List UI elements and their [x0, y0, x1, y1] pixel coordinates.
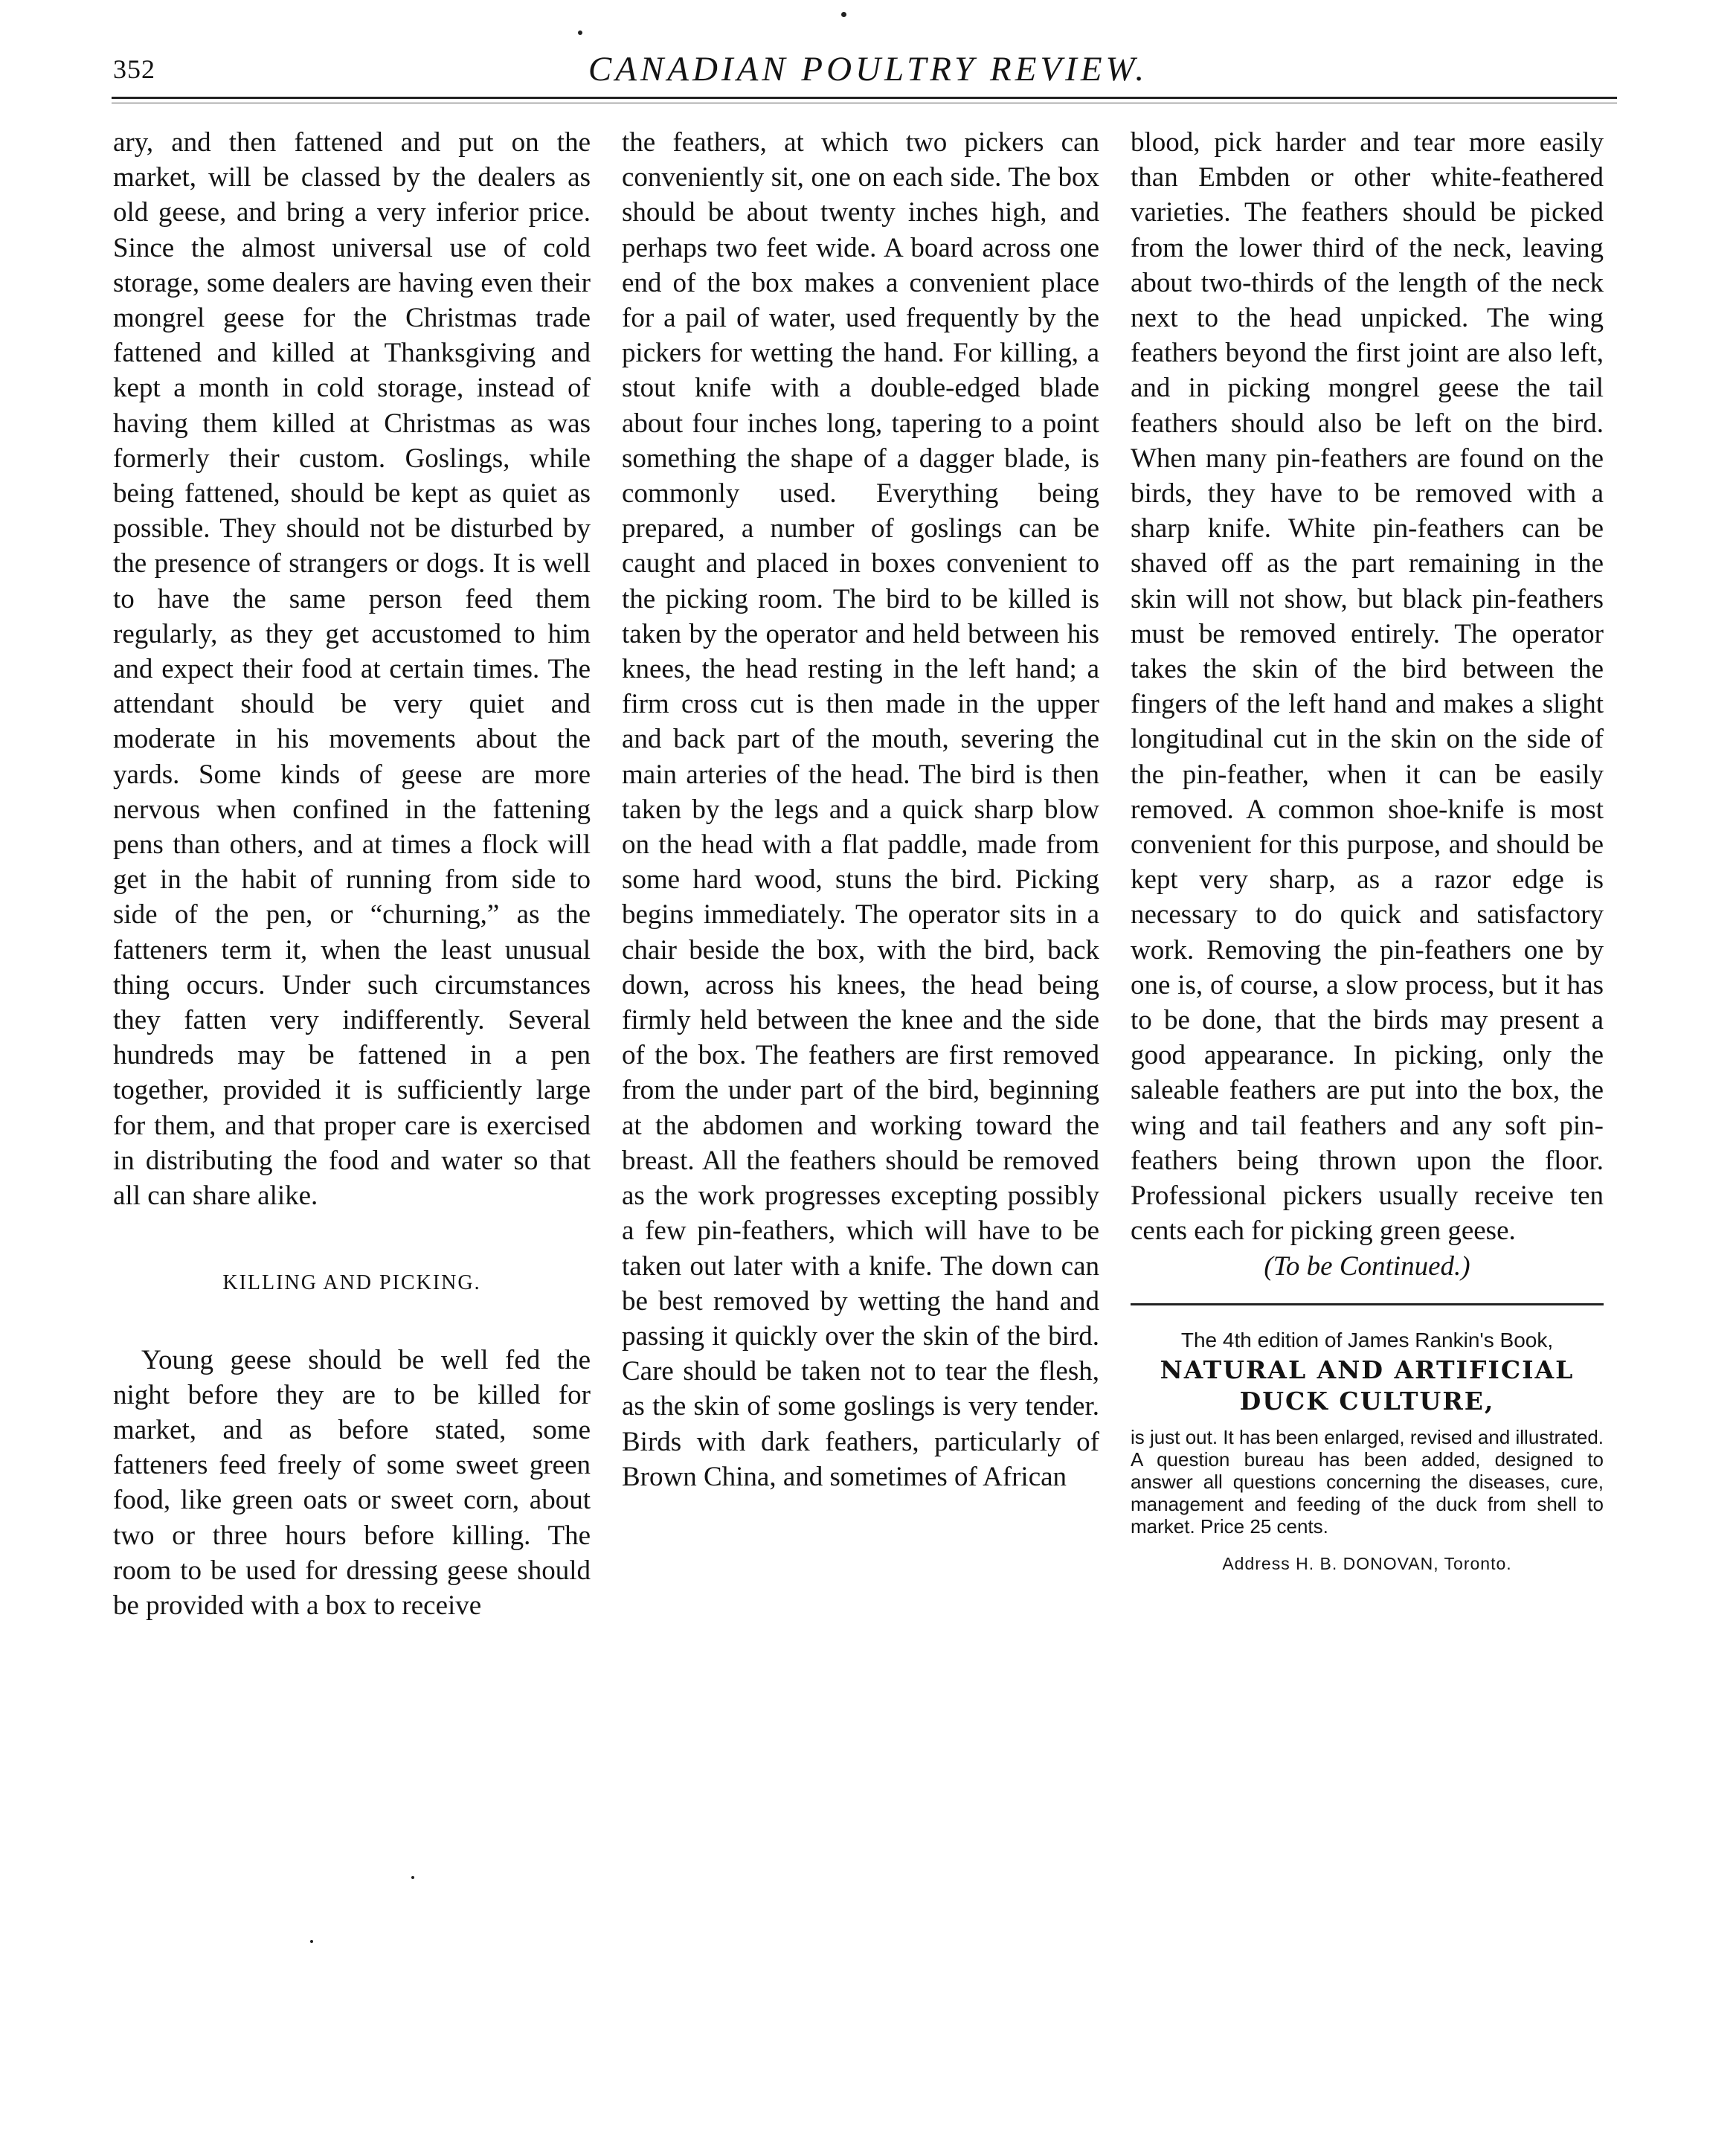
advertisement-title-line-1: NATURAL AND ARTIFICIAL — [1160, 1355, 1575, 1384]
advertisement-address: Address H. B. DONOVAN, Toronto. — [1222, 1553, 1512, 1573]
advertisement-body: is just out. It has been enlarged, revised and illustrated. A question bureau has been added, designed to answer all questions concerning the diseases, cure, management and feeding of the duck from shell to market. Price 25 cents. — [1131, 1425, 1604, 1538]
advertisement-title-line-2: DUCK CULTURE, — [1239, 1386, 1495, 1416]
text-column-3 — [1131, 125, 1604, 1581]
print-speck — [411, 1876, 414, 1879]
print-speck — [578, 30, 582, 35]
print-speck — [310, 1940, 313, 1943]
advertisement — [1131, 1326, 1604, 1581]
page-number: 352 — [113, 54, 155, 84]
paragraph: the feathers, at which two pickers can conveniently sit, one on each side. The box should be about twenty inches high, and perhaps two feet wide. A board across one end of the box makes a convenient place for a pail of water, used frequently by the pickers for wetting the hand. For killing, a stout knife with a double-edged blade about four inches long, tapering to a point something the shape of a dagger blade, is commonly used. Everything being prepared, a number of goslings can be caught and placed in boxes convenient to the picking room. The bird to be killed is taken by the operator and held between his knees, the head resting in the left hand; a firm cross cut is then made in the upper and back part of the mouth, severing the main arteries of the head. The bird is then taken by the legs and a quick sharp blow on the head with a flat paddle, made from some hard wood, stuns the bird. Picking begins immediately. The operator sits in a chair beside the box, with the bird, back down, across his knees, the head being firmly held between the knee and the side of the box. The feathers are first removed from the under part of the bird, beginning at the abdomen and working toward the breast. All the feathers should be removed as the work progresses excepting possibly a few pin-feathers, which will have to be taken out later with a knife. The down can be best removed by wetting the hand and passing it quickly over the skin of the bird. Care should be taken not to tear the flesh, as the skin of some goslings is very tender. Birds with dark feathers, particularly of Brown China, and sometimes of African — [622, 127, 1099, 1492]
running-title: CANADIAN POULTRY REVIEW. — [588, 50, 1148, 89]
header-rule — [112, 97, 1617, 99]
text-column-1 — [113, 125, 591, 1623]
section-heading: KILLING AND PICKING. — [222, 1271, 481, 1295]
continued-note: (To be Continued.) — [1264, 1250, 1470, 1282]
paragraph: ary, and then fattened and put on the market, will be classed by the dealers as old geese, and bring a very inferior price. Since the almost universal use of cold storage, some dealers are having even their mongrel geese for the Christmas trade fattened and killed at Thanksgiving and kept a month in cold storage, instead of having them killed at Christmas as was formerly their custom. Goslings, while being fattened, should be kept as quiet as possible. They should not be disturbed by the presence of strangers or dogs. It is well to have the same person feed them regularly, as they get accustomed to him and expect their food at certain times. The attendant should be very quiet and moderate in his movements about the yards. Some kinds of geese are more nervous when confined in the fattening pens than others, and at times a flock will get in the habit of running from side to side of the pen, or “churning,” as the fatteners term it, when the least unusual thing occurs. Under such circumstances they fatten very indifferently. Several hundreds may be fattened in a pen together, provided it is sufficiently large for them, and that proper care is exercised in distributing the food and water so that all can share alike. — [113, 127, 591, 1212]
text-column-2 — [622, 125, 1099, 1494]
advertisement-rule — [1131, 1303, 1604, 1305]
print-speck — [841, 12, 846, 17]
paragraph: blood, pick harder and tear more easily than Embden or other white-feathered varieties. The feathers should be picked from the lower third of the neck, leaving about two-thirds of the length of the neck next to the head unpicked. The wing feathers beyond the first joint are also left, and in picking mongrel geese the tail feathers should also be left on the bird. When many pin-feathers are found on the birds, they have to be removed with a sharp knife. White pin-feathers can be shaved off as the part remaining in the skin will not show, but black pin-feathers must be removed entirely. The operator takes the skin of the bird between the fingers of the left hand and makes a slight longitudinal cut in the skin on the side of the pin-feather, when it can be easily removed. A common shoe-knife is most convenient for this purpose, and should be kept very sharp, as a razor edge is necessary to do quick and satisfactory work. Removing the pin-feathers one by one is, of course, a slow process, but it has to be done, that the birds may present a good appearance. In picking, only the saleable feathers are put into the box, the wing and tail feathers and any soft pin-feathers being thrown upon the floor. Professional pickers usually receive ten cents each for picking green geese. — [1131, 127, 1604, 1247]
paragraph: Young geese should be well fed the night before they are to be killed for market, and as before stated, some fatteners feed freely of some sweet green food, like green oats or sweet corn, about two or three hours before killing. The room to be used for dressing geese should be provided with a box to receive — [113, 1344, 591, 1621]
advertisement-intro: The 4th edition of James Rankin's Book, — [1180, 1328, 1554, 1352]
